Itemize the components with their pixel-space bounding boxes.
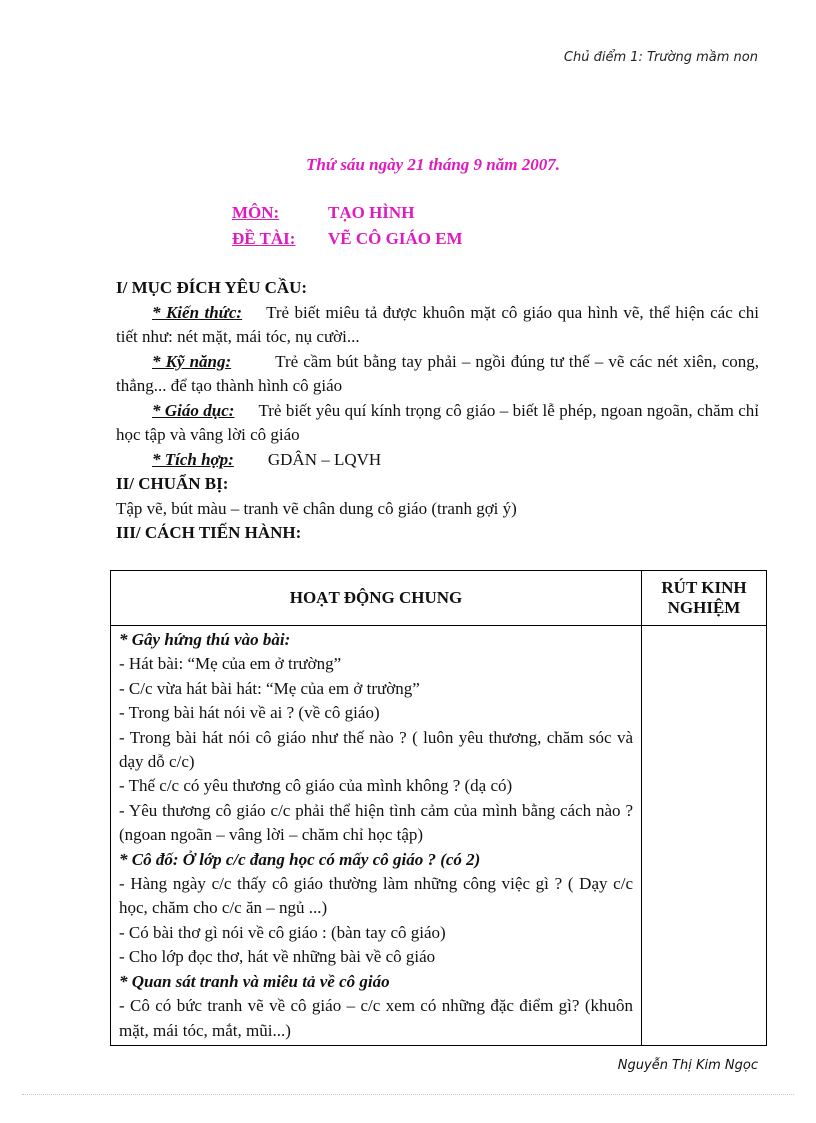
objective-skills (116, 350, 759, 399)
activity-line: - Yêu thương cô giáo c/c phải thể hiện tình cảm của mình bằng cách nào ? (ngoan ngoãn – vâng lời – chăm chỉ học tập) (119, 800, 633, 845)
table-body-row (111, 626, 767, 1046)
objective-education-label: * Giáo dục: (152, 400, 235, 420)
objective-education (116, 399, 759, 448)
activity-line: - Trong bài hát nói cô giáo như thế nào ? ( luôn yêu thương, chăm sóc và dạy dỗ c/c) (119, 727, 633, 772)
activity-line: - C/c vừa hát bài hát: “Mẹ của em ở trường” (119, 678, 420, 698)
activity-line: - Cho lớp đọc thơ, hát về những bài về cô giáo (119, 947, 436, 967)
objective-integration-text: GDÂN – LQVH (267, 449, 382, 469)
topic-line (232, 229, 463, 249)
lesson-date: Thứ sáu ngày 21 tháng 9 năm 2007. (306, 155, 560, 174)
objective-education-text: Trẻ biết yêu quí kính trọng cô giáo – biết lễ phép, ngoan ngoãn, chăm chỉ học tập và vâng lời cô giáo (116, 400, 759, 444)
topic-label: ĐỀ TÀI: (232, 229, 296, 248)
activity-table (110, 570, 767, 1046)
author-signature: Nguyễn Thị Kim Ngọc (617, 1058, 758, 1073)
objective-integration (116, 448, 759, 473)
section-procedure-title: III/ CÁCH TIẾN HÀNH: (116, 523, 302, 542)
header-general-activity: HOẠT ĐỘNG CHUNG (111, 571, 642, 626)
objective-knowledge-text: Trẻ biết miêu tả được khuôn mặt cô giáo qua hình vẽ, thể hiện các chi tiết như: nét mặt, mái tóc, nụ cười... (116, 302, 759, 346)
activity-content-cell (111, 626, 642, 1046)
activity-line: - Hàng ngày c/c thấy cô giáo thường làm những công việc gì ? ( Dạy c/c học, chăm cho c/c ăn – ngủ ...) (119, 874, 633, 918)
activity-line: - Cô có bức tranh vẽ về cô giáo – c/c xem có những đặc điểm gì? (khuôn mặt, mái tóc, mắt, mũi...) (119, 996, 633, 1040)
table-header-row (111, 571, 767, 626)
header-experience: RÚT KINH NGHIỆM (642, 571, 767, 626)
section-objectives (116, 276, 759, 546)
activity-line: - Hát bài: “Mẹ của em ở trường” (119, 654, 342, 674)
experience-notes-cell (642, 626, 767, 1046)
objective-knowledge (116, 301, 759, 350)
section-preparation-title: II/ CHUẨN BỊ: (116, 474, 229, 493)
activity-line: - Có bài thơ gì nói về cô giáo : (bàn tay cô giáo) (119, 922, 446, 942)
subject-label: MÔN: (232, 203, 280, 222)
activity-line: * Cô đố: Ở lớp c/c đang học có mấy cô giáo ? (có 2) (119, 849, 481, 869)
subject-value: TẠO HÌNH (328, 203, 415, 222)
header-theme-note: Chủ điểm 1: Trường mầm non (563, 50, 758, 65)
activity-line: * Gây hứng thú vào bài: (119, 630, 291, 649)
section-objectives-title: I/ MỤC ĐÍCH YÊU CẦU: (116, 278, 308, 297)
subject-line (232, 203, 414, 223)
activity-line: - Trong bài hát nói về ai ? (về cô giáo) (119, 703, 380, 723)
objective-skills-text: Trẻ cầm bút bằng tay phải – ngồi đúng tư thế – vẽ các nét xiên, cong, thẳng... để tạo thành hình cô giáo (116, 351, 759, 395)
page-divider (22, 1094, 794, 1095)
objective-knowledge-label: * Kiến thức: (152, 302, 243, 322)
activity-line: - Thế c/c có yêu thương cô giáo của mình không ? (dạ có) (119, 776, 513, 796)
activity-line: * Quan sát tranh và miêu tả về cô giáo (119, 971, 390, 991)
topic-value: VẼ CÔ GIÁO EM (328, 229, 463, 248)
objective-integration-label: * Tích hợp: (152, 449, 234, 469)
section-preparation-text: Tập vẽ, bút màu – tranh vẽ chân dung cô giáo (tranh gợi ý) (116, 498, 517, 518)
objective-skills-label: * Kỹ năng: (152, 351, 232, 371)
